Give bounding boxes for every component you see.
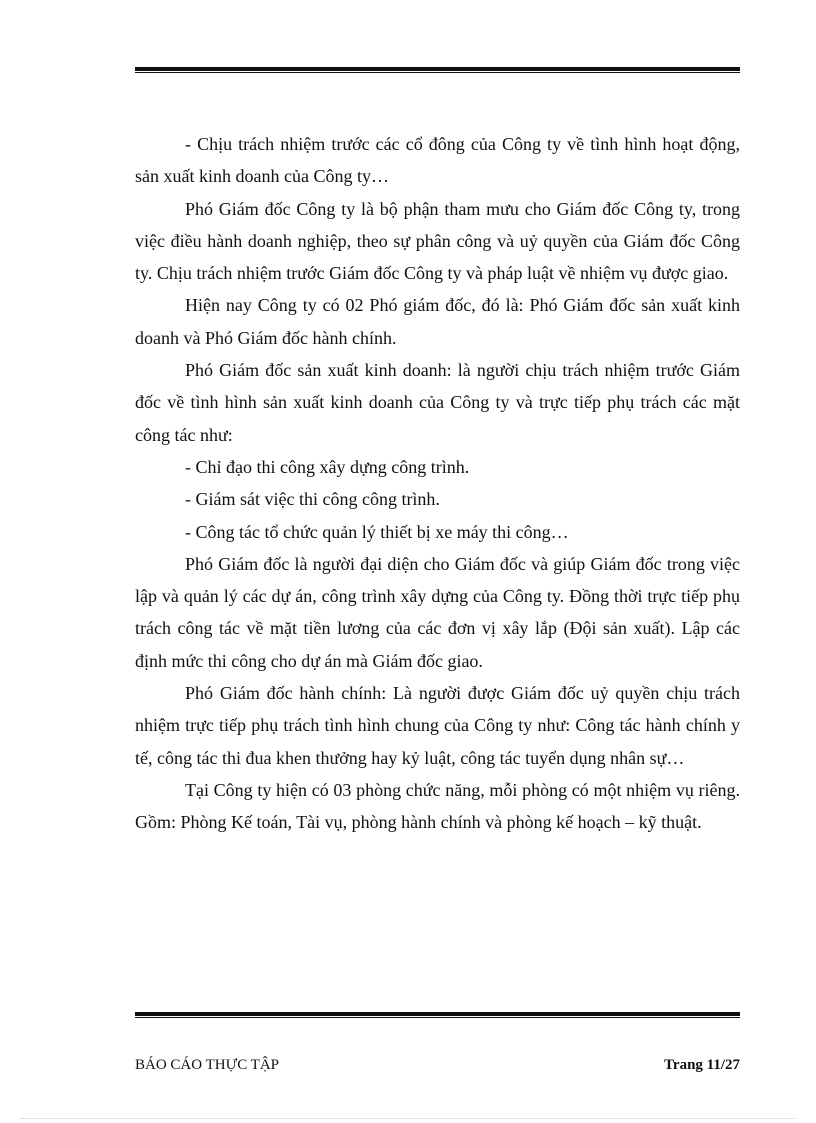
header-rule	[135, 67, 740, 73]
page-body	[135, 128, 740, 839]
paragraph: Tại Công ty hiện có 03 phòng chức năng, mỗi phòng có một nhiệm vụ riêng. Gồm: Phòng Kế toán, Tài vụ, phòng hành chính và phòng kế hoạch – kỹ thuật.	[135, 779, 740, 833]
paragraph: Phó Giám đốc Công ty là bộ phận tham mưu cho Giám đốc Công ty, trong việc điều hành doanh nghiệp, theo sự phân công và uỷ quyền của Giám đốc Công ty. Chịu trách nhiệm trước Giám đốc Công ty và pháp luật về nhiệm vụ được giao.	[135, 198, 740, 284]
footer-rule	[135, 1012, 740, 1018]
footer-title: BÁO CÁO THỰC TẬP	[135, 1057, 280, 1073]
paragraph: - Chịu trách nhiệm trước các cổ đông của Công ty về tình hình hoạt động, sản xuất kinh doanh của Công ty…	[135, 134, 740, 187]
bullet-item: - Giám sát việc thi công công trình.	[185, 489, 440, 510]
paragraph: Phó Giám đốc sản xuất kinh doanh: là người chịu trách nhiệm trước Giám đốc về tình hình sản xuất kinh doanh của Công ty và trực tiếp phụ trách các mặt công tác như:	[135, 360, 740, 445]
page-footer	[135, 1057, 740, 1074]
page-edge-divider	[20, 1118, 796, 1119]
bullet-item: - Chỉ đạo thi công xây dựng công trình.	[185, 456, 470, 477]
paragraph: Hiện nay Công ty có 02 Phó giám đốc, đó là: Phó Giám đốc sản xuất kinh doanh và Phó Giám đốc hành chính.	[135, 295, 740, 348]
paragraph: Phó Giám đốc hành chính: Là người được Giám đốc uỷ quyền chịu trách nhiệm trực tiếp phụ trách tình hình chung của Công ty như: Công tác hành chính y tế, công tác thi đua khen thưởng hay kỷ luật, công tác tuyển dụng nhân sự…	[135, 683, 740, 768]
paragraph: Phó Giám đốc là người đại diện cho Giám đốc và giúp Giám đốc trong việc lập và quản lý các dự án, công trình xây dựng của Công ty. Đồng thời trực tiếp phụ trách công tác về mặt tiền lương của các đơn vị xây lắp (Đội sản xuất). Lập các định mức thi công cho dự án mà Giám đốc giao.	[135, 553, 740, 671]
bullet-item: - Công tác tổ chức quản lý thiết bị xe máy thi công…	[185, 521, 569, 542]
page-number: Trang 11/27	[664, 1057, 740, 1073]
